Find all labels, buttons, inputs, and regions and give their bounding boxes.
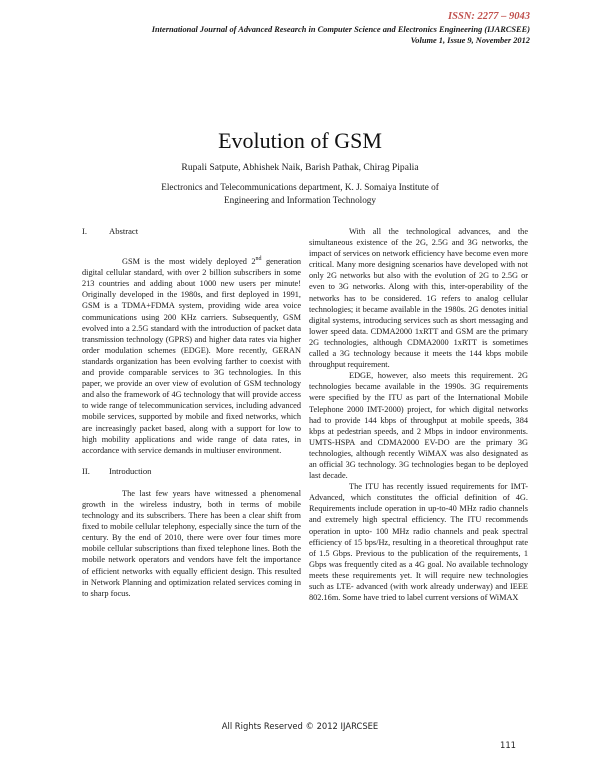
right-column — [309, 226, 528, 603]
volume-info: Volume 1, Issue 9, November 2012 — [410, 36, 530, 45]
abstract-text-start: GSM is the most widely deployed 2 — [122, 257, 256, 267]
left-column — [82, 226, 301, 599]
paper-authors: Rupali Satpute, Abhishek Naik, Barish Pathak, Chirag Pipalia — [181, 162, 419, 173]
author-affiliation: Electronics and Telecommunications department, K. J. Somaiya Institute of Engineering and Information Technology — [161, 182, 439, 205]
abstract-text — [82, 256, 301, 456]
copyright-footer: All Rights Reserved © 2012 IJARCSEE — [221, 721, 379, 731]
page-number: 111 — [500, 740, 516, 750]
body-paragraph: With all the technological advances, and the simultaneous existence of the 2G, 2.5G and 3G networks, the impact of services on network efficiency have become even more critical. Many more designing scenarios have developed with not only 2G networks but also with the evolution of 2G to 2.5G or even to 3G networks. Along with this, inter-operability of the networks has to be considered. 1G refers to analog cellular technologies; it became available in the 1980s. 2G denotes initial digital systems, introducing services such as short messaging and lower speed data. CDMA2000 1xRTT and GSM are the primary 2G technologies, although CDMA2000 1xRTT is sometimes called a 3G technology because it meets the 144 kbps mobile throughput requirement. — [309, 227, 528, 370]
introduction-number: II. — [82, 465, 90, 476]
introduction-title: Introduction — [109, 465, 152, 476]
abstract-number: I. — [82, 226, 88, 236]
body-paragraph: The ITU has recently issued requirements for IMT-Advanced, which constitutes the official definition of 4G. Requirements include operation in up-to-40 MHz radio channels and extremely high spectral efficiency. The ITU recommends operation in upto- 100 MHz radio channels and peak spectral efficiency of 15 bps/Hz, resulting in a theoretical throughput rate of 1.5 Gbps. Previous to the publication of the requirements, 1 Gbps was frequently cited as a 4G goal. No available technology meets these requirements yet. It will require new technologies such as LTE- advanced (with work already underway) and IEEE 802.16m. Some have tried to label current versions of WiMAX — [309, 482, 528, 603]
body-paragraph: EDGE, however, also meets this requirement. 2G technologies became available in the 1990s. 3G requirements were specified by the ITU as part of the International Mobile Telephone 2000 IMT-2000) project, for which digital networks had to provide 144 kbps of throughput at mobile speeds, 384 kbps at pedestrian speeds, and 2 Mbps in indoor environments. UMTS-HSPA and CDMA2000 EV-DO are the primary 3G technologies, although recently WiMAX was also designated as an official 3G technology. 3G technologies began to be deployed last decade. — [309, 371, 528, 481]
issn-number: ISSN: 2277 – 9043 — [448, 11, 530, 22]
journal-header — [80, 24, 530, 46]
abstract-heading — [82, 226, 301, 237]
abstract-superscript: nd — [255, 256, 262, 263]
abstract-text-rest: generation digital cellular standard, with over 2 billion subscribers in some 213 countries and adding about 1000 new users per minute! Originally developed in the 1980s, and first deployed in 1991, GSM is a TDMA+FDMA system, providing wide area voice communications using 200 KHz carriers. Subsequently, GSM evolved into a 2.5G standard with the introduction of packet data transmission technology (GPRS) and higher data rates via higher order modulation schemes (EDGE). More recently, GERAN standards organization has been evolving farther to coexist with and provide comparable services to 3G technologies. In this paper, we provide an over view of evolution of GSM technology and also the framework of 4G technology that will provide access to wide range of telecommunication services, including advanced mobile services, supported by mobile and fixed networks, which are increasingly packet based, along with a support for low to high mobility applications and wide range of data rates, in accordance with service demands in multiuser environment. — [82, 257, 301, 455]
introduction-heading — [82, 466, 301, 477]
abstract-title: Abstract — [109, 226, 139, 236]
journal-name: International Journal of Advanced Research in Computer Science and Electronics Engineering (IJARCSEE) — [151, 25, 530, 34]
paper-title: Evolution of GSM — [218, 128, 382, 153]
introduction-text: The last few years have witnessed a phenomenal growth in the wireless industry, both in terms of mobile technology and its subscribers. There has been a clear shift from fixed to mobile cellular telephony, especially since the turn of the century. By the end of 2010, there were over four times more mobile cellular subscriptions than fixed telephone lines. Both the mobile network operators and vendors have felt the importance of efficient networks with equally efficient design. This resulted in Network Planning and optimization related services coming in to sharp focus. — [82, 488, 301, 598]
